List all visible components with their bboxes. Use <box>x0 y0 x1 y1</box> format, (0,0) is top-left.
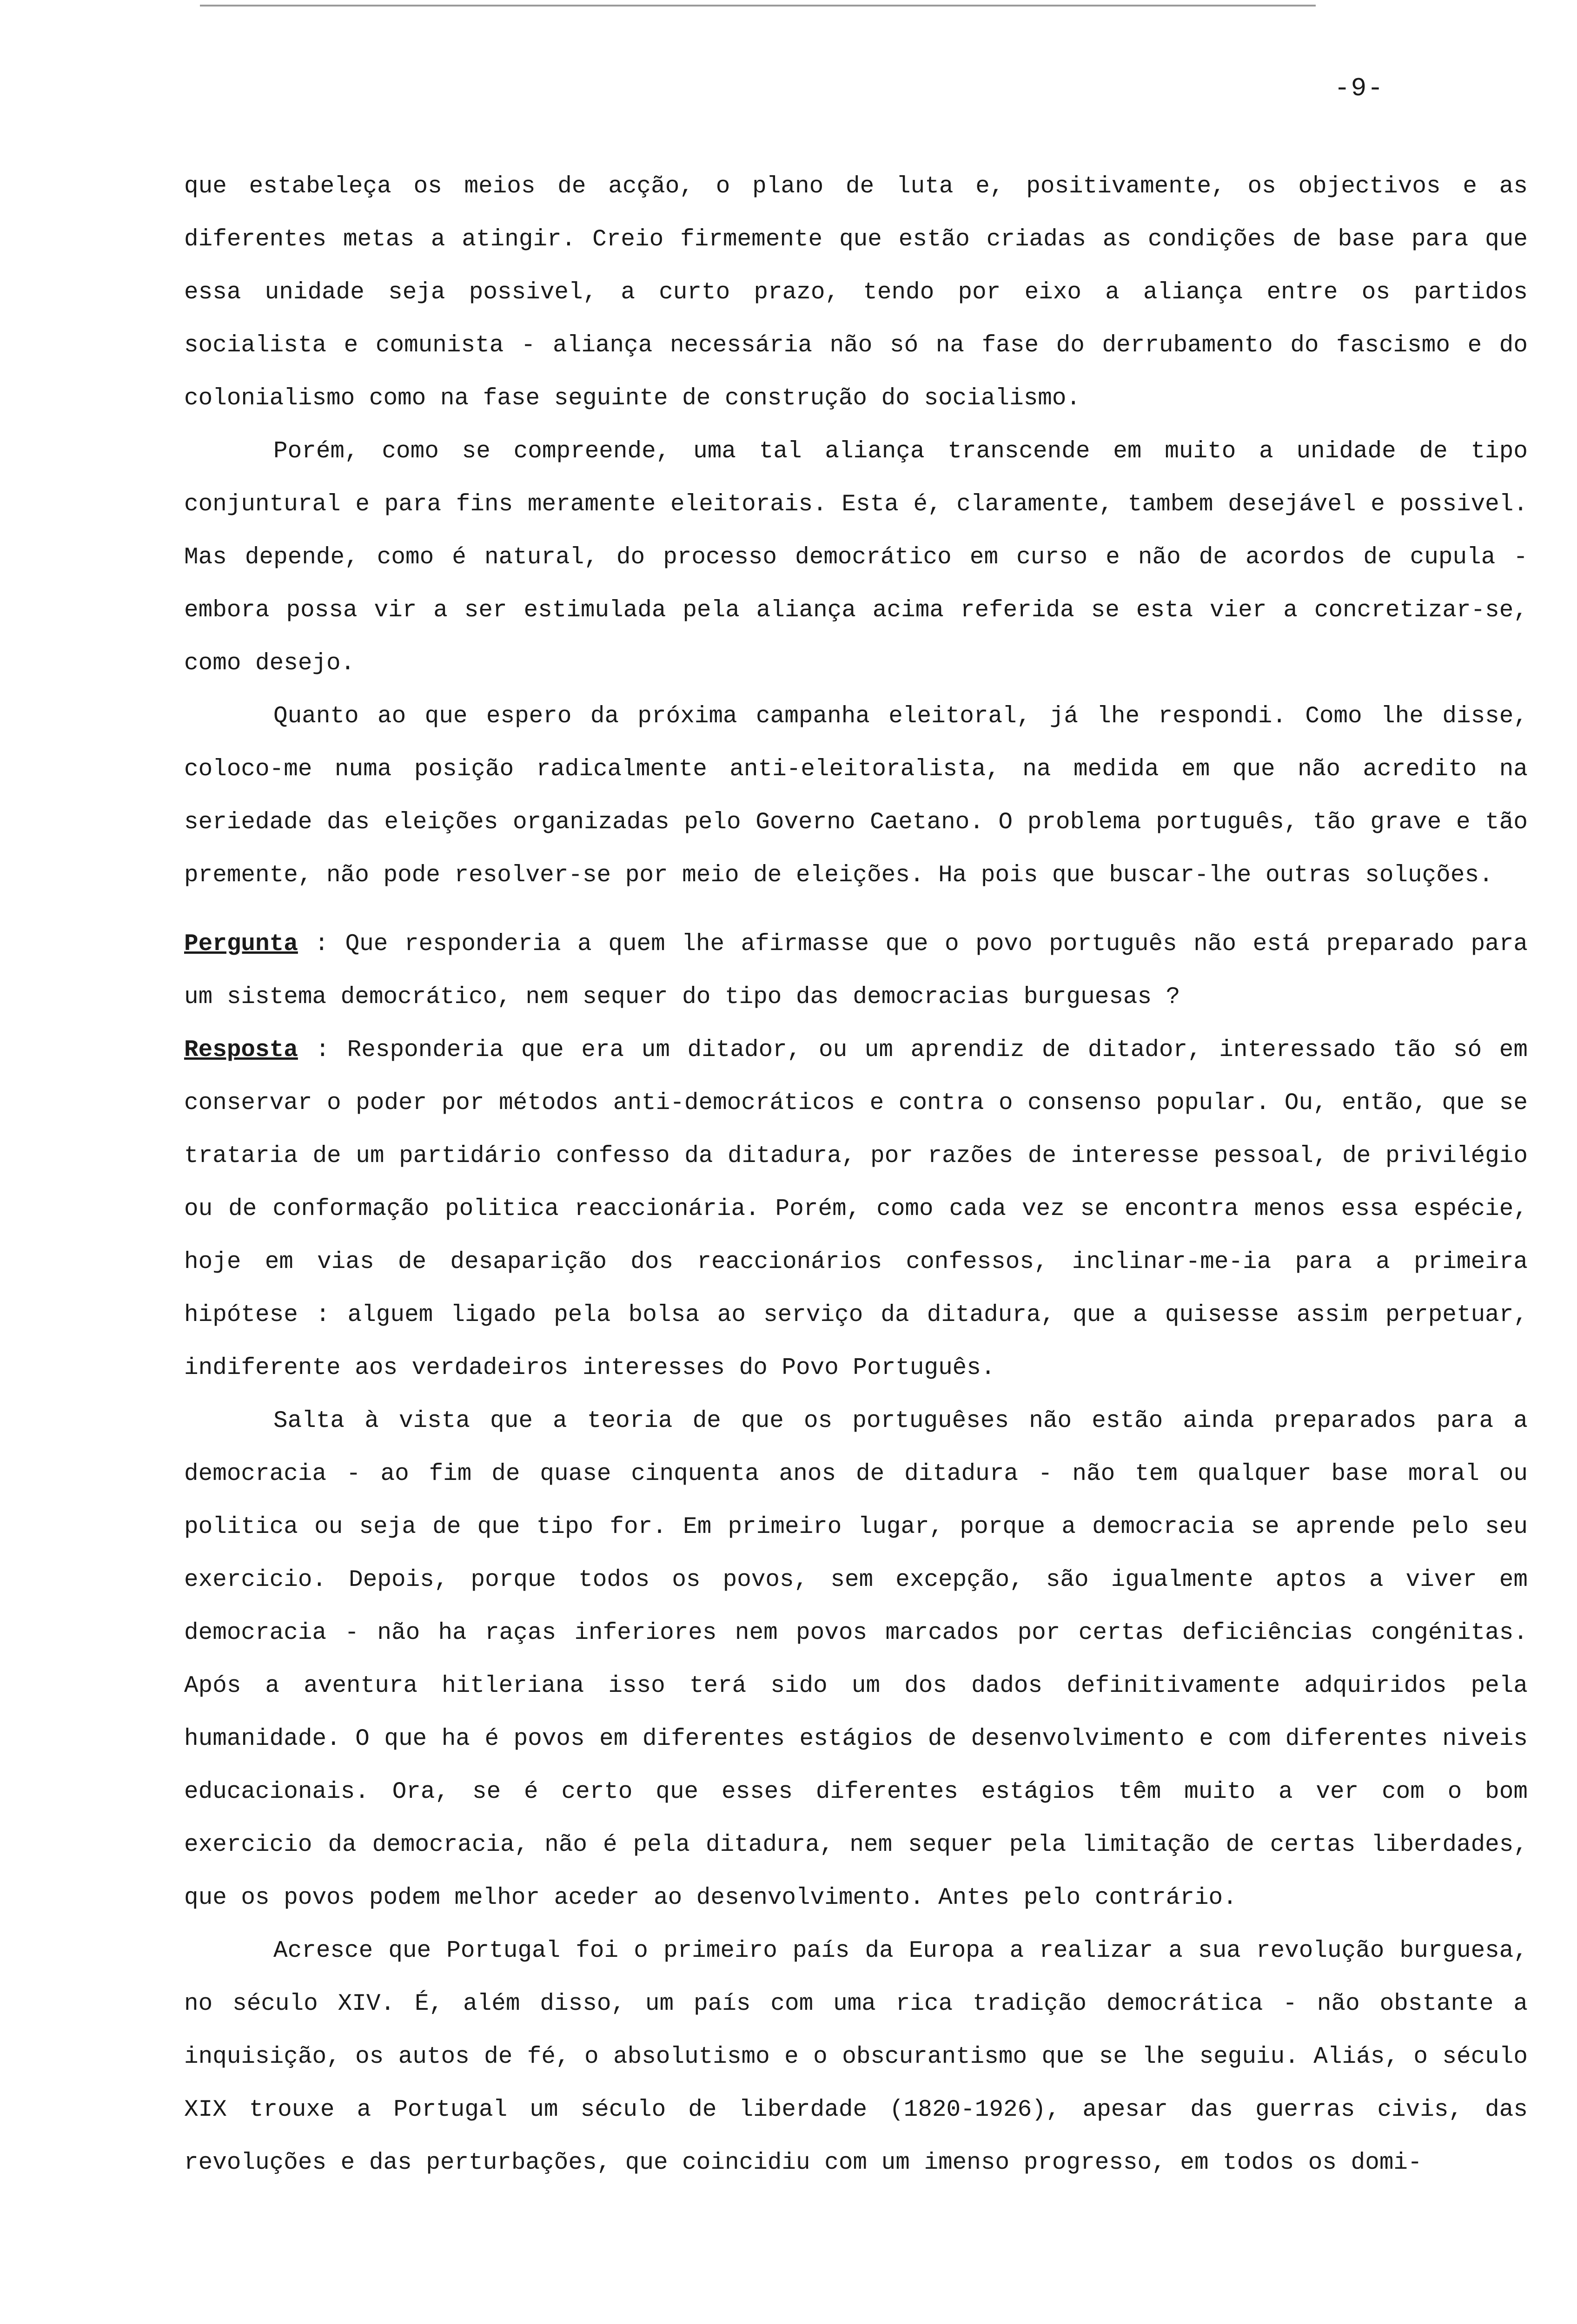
question-label: Pergunta <box>184 931 298 957</box>
paragraph-democracy-theory: Salta à vista que a teoria de que os portuguêses não estão ainda preparados para a democracia - ao fim de quase cinquenta anos de ditadura - não tem qualquer base moral ou politica ou seja de que tipo for. Em primeiro lugar, porque a democracia se aprende pelo seu exercicio. Depois, porque todos os povos, sem excepção, são igualmente aptos a viver em democracia - não ha raças inferiores nem povos marcados por certas deficiências congénitas. Após a aventura hitleriana isso terá sido um dos dados definitivamente adquiridos pela humanidade. O que ha é povos em diferentes estágios de desenvolvimento e com diferentes niveis educacionais. Ora, se é certo que esses diferentes estágios têm muito a ver com o bom exercicio da democracia, não é pela ditadura, nem sequer pela limitação de certas liberdades, que os povos podem melhor aceder ao desenvolvimento. Antes pelo contrário. <box>184 1408 1528 1911</box>
question-block <box>184 918 1528 1024</box>
paragraph-alliance: Porém, como se compreende, uma tal aliança transcende em muito a unidade de tipo conjuntural e para fins meramente eleitorais. Esta é, claramente, tambem desejável e possivel. Mas depende, como é natural, do processo democrático em curso e não de acordos de cupula - embora possa vir a ser estimulada pela aliança acima referida se esta vier a concretizar-se, como desejo. <box>184 438 1528 677</box>
answer-label: Resposta <box>184 1037 298 1063</box>
paragraph-continuation: que estabeleça os meios de acção, o plano de luta e, positivamente, os objectivos e as diferentes metas a atingir. Creio firmemente que estão criadas as condições de base para que essa unidade seja possivel, a curto prazo, tendo por eixo a aliança entre os partidos socialista e comunista - aliança necessária não só na fase do derrubamento do fascismo e do colonialismo como na fase seguinte de construção do socialismo. <box>184 173 1528 412</box>
question-text: : Que responderia a quem lhe afirmasse que o povo português não está preparado para um sistema democrático, nem sequer do tipo das democracias burguesas ? <box>184 931 1528 1010</box>
paragraph-portugal-history: Acresce que Portugal foi o primeiro país da Europa a realizar a sua revolução burguesa, no século XIV. É, além disso, um país com uma rica tradição democrática - não obstante a inquisição, os autos de fé, o absolutismo e o obscurantismo que se lhe seguiu. Aliás, o século XIX trouxe a Portugal um século de liberdade (1820-1926), apesar das guerras civis, das revoluções e das perturbações, que coincidiu com um imenso progresso, em todos os domi- <box>184 1938 1528 2176</box>
document-body <box>184 160 1528 2190</box>
top-edge-rule <box>200 5 1316 7</box>
answer-text: : Responderia que era um ditador, ou um aprendiz de ditador, interessado tão só em conservar o poder por métodos anti-democráticos e contra o consenso popular. Ou, então, que se trataria de um partidário confesso da ditadura, por razões de interesse pessoal, de privilégio ou de conformação politica reaccionária. Porém, como cada vez se encontra menos essa espécie, hoje em vias de desaparição dos reaccionários confessos, inclinar-me-ia para a primeira hipótese : alguem ligado pela bolsa ao serviço da ditadura, que a quisesse assim perpetuar, indiferente aos verdadeiros interesses do Povo Português. <box>184 1037 1528 1381</box>
page-number: -9- <box>1334 73 1384 103</box>
paragraph-election: Quanto ao que espero da próxima campanha eleitoral, já lhe respondi. Como lhe disse, coloco-me numa posição radicalmente anti-eleitoralista, na medida em que não acredito na seriedade das eleições organizadas pelo Governo Caetano. O problema português, tão grave e tão premente, não pode resolver-se por meio de eleições. Ha pois que buscar-lhe outras soluções. <box>184 703 1528 889</box>
answer-block <box>184 1024 1528 1395</box>
